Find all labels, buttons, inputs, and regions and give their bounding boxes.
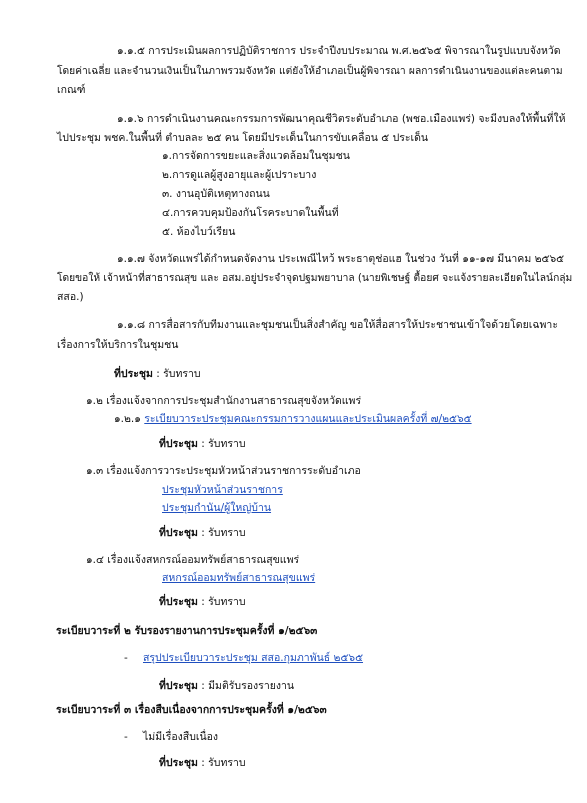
item-121-number: ๑.๒.๑ <box>114 413 141 425</box>
item-13-heading: ๑.๓ เรื่องแจ้งการวาระประชุมหัวหน้าส่วนราชการระดับอำเภอ <box>86 465 361 477</box>
dept-heads-meeting-link[interactable]: ประชุมหัวหน้าส่วนราชการ <box>162 484 283 496</box>
resolution-line <box>159 754 246 773</box>
resolution-text: : รับทราบ <box>197 596 246 608</box>
resolution-line <box>159 677 294 696</box>
resolution-label: ที่ประชุม <box>159 680 198 692</box>
resolution-label: ที่ประชุม <box>159 596 198 608</box>
item-115-line3: เกณฑ์ <box>57 84 86 96</box>
meeting-summary-link[interactable]: สรุปประเบียบวาระประชุม สสอ.กุมภาพันธ์ ๒๕๖๕ <box>143 652 364 664</box>
issue-item: ๓. งานอุบัติเหตุทางถนน <box>162 188 270 200</box>
resolution-text: : รับทราบ <box>152 368 201 380</box>
agenda-plan-link[interactable]: ระเบียบวาระประชุมคณะกรรมการวางแผนและประเมินผลครั้งที่ ๗/๒๕๖๕ <box>144 413 472 425</box>
resolution-label: ที่ประชุม <box>159 757 198 769</box>
issue-item: ๑.การจัดการขยะและสิ่งแวดล้อมในชุมชน <box>162 150 350 162</box>
item-12-heading: ๑.๒ เรื่องแจ้งจากการประชุมสำนักงานสาธารณสุขจังหวัดแพร่ <box>86 395 362 407</box>
resolution-label: ที่ประชุม <box>159 527 198 539</box>
item-121-line <box>114 410 472 429</box>
savings-coop-link[interactable]: สหกรณ์ออมทรัพย์สาธารณสุขแพร่ <box>162 572 316 584</box>
resolution-line <box>159 593 246 612</box>
item-117-line1: ๑.๑.๗ จังหวัดแพร่ได้กำหนดจัดงาน ประเพณีไหว้ พระธาตุช่อแฮ ในช่วง วันที่ ๑๑-๑๗ มีนาคม ๒๕๖๕ <box>117 253 565 265</box>
resolution-line <box>159 524 246 543</box>
resolution-text: : รับทราบ <box>197 527 246 539</box>
resolution-text: : รับทราบ <box>197 757 246 769</box>
resolution-text: : รับทราบ <box>197 438 246 450</box>
agenda-3-dash: - <box>124 731 128 743</box>
item-116-line2: ไปประชุม พชค.ในพื้นที่ ตำบลละ ๒๕ คน โดยมีประเด็นในการขับเคลื่อน ๕ ประเด็น <box>57 132 429 144</box>
issue-item: ๒.การดูแลผู้สูงอายุและผู้เปราะบาง <box>162 169 317 181</box>
item-118-line1: ๑.๑.๘ การสื่อสารกับทีมงานและชุมชนเป็นสิ่งสำคัญ ขอให้สื่อสารให้ประชาชนเข้าใจด้วยโดยเฉพาะ <box>117 319 558 331</box>
item-117-line3: สสอ.) <box>57 291 84 303</box>
village-heads-meeting-link[interactable]: ประชุมกำนัน/ผู้ใหญ่บ้าน <box>162 502 272 514</box>
agenda-3-heading: ระเบียบวาระที่ ๓ เรื่องสืบเนื่องจากการประชุมครั้งที่ ๑/๒๕๖๓ <box>56 704 327 716</box>
item-115-line2: โดยค่าเฉลี่ย และจำนวนเงินเป็นในภาพรวมจังหวัด แต่ยังให้อำเภอเป็นผู้พิจารณา ผลการดำเนินงานของแต่ละคนตาม <box>57 65 563 77</box>
item-14-heading: ๑.๔ เรื่องแจ้งสหกรณ์ออมทรัพย์สาธารณสุขแพร่ <box>86 554 300 566</box>
issue-item: ๕. ห้องไบว์เรียน <box>162 226 236 238</box>
agenda-2-dash: - <box>124 652 128 664</box>
item-116-line1: ๑.๑.๖ การดำเนินงานคณะกรรมการพัฒนาคุณชีวิตระดับอำเภอ (พชอ.เมืองแพร่) จะมีงบลงให้พื้นที่ให้ <box>117 113 566 125</box>
agenda-2-heading: ระเบียบวาระที่ ๒ รับรองรายงานการประชุมครั้งที่ ๑/๒๕๖๓ <box>56 625 318 637</box>
agenda-3-item: ไม่มีเรื่องสืบเนื่อง <box>143 731 219 743</box>
issue-item: ๔.การควบคุมป้องกันโรคระบาดในพื้นที่ <box>162 207 339 219</box>
resolution-line <box>159 435 246 454</box>
resolution-text: : มีมติรับรองรายงาน <box>197 680 295 692</box>
resolution-label: ที่ประชุม <box>159 438 198 450</box>
resolution-line <box>114 365 201 384</box>
item-115-line1: ๑.๑.๕ การประเมินผลการปฏิบัติราชการ ประจำปีงบประมาณ พ.ศ.๒๕๖๕ พิจารณาในรูปแบบจังหวัด <box>117 45 561 57</box>
item-118-line2: เรื่องการให้บริการในชุมชน <box>57 339 179 351</box>
resolution-label: ที่ประชุม <box>114 368 153 380</box>
item-117-line2: โดยขอให้ เจ้าหน้าที่สาธารณสุข และ อสม.อยู่ประจำจุดปฐมพยาบาล (นายพิเชษฐ์ ตื้อยศ จะแจ้งรายละเอียดในไลน์กลุ่ม <box>57 272 573 284</box>
